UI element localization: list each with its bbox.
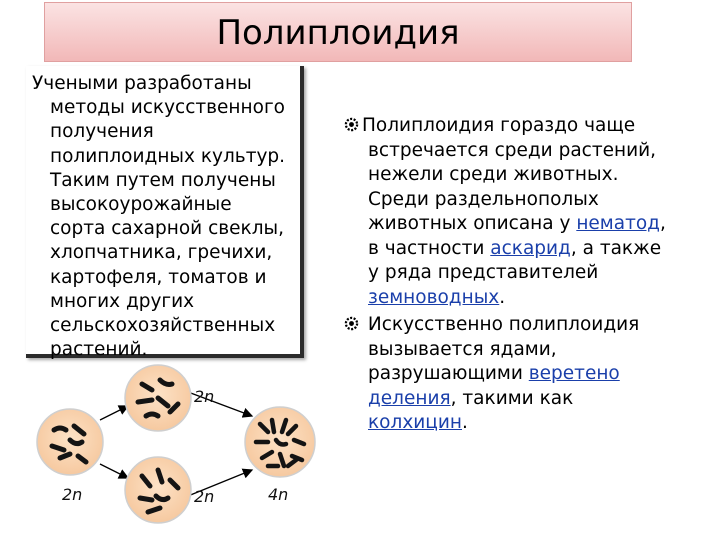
bullet-2-punct-5: . bbox=[462, 412, 468, 433]
left-line: многих других bbox=[50, 290, 195, 312]
title-banner bbox=[44, 2, 632, 62]
label-2n-left: 2n bbox=[62, 485, 83, 504]
gear-bullet-icon bbox=[344, 117, 359, 132]
diagram-svg bbox=[30, 362, 330, 540]
bullet-1-line-8 bbox=[344, 286, 704, 311]
link-spindle[interactable]: веретено bbox=[528, 363, 620, 384]
left-line: хлопчатника, гречихи, bbox=[50, 242, 273, 264]
bullet-1-text-5: животных описана у bbox=[368, 213, 577, 234]
left-line: Учеными разработаны bbox=[32, 73, 252, 94]
left-line: полиплоидных культур. bbox=[50, 145, 286, 167]
link-amphibians[interactable]: земноводных bbox=[368, 286, 500, 308]
bullet-1-text-1: Полиплоидия гораздо чаще bbox=[362, 115, 636, 136]
left-paragraph bbox=[32, 72, 304, 362]
bullet-1-text-2: встречается среди растений, bbox=[368, 139, 657, 161]
bullet-2-line-4 bbox=[344, 387, 704, 412]
gear-bullet-icon bbox=[344, 316, 359, 331]
bullet-1-text-3: нежели среди животных. bbox=[368, 164, 619, 185]
cell-division-diagram bbox=[30, 362, 330, 540]
bullet-2-text-4: , такими как bbox=[450, 387, 574, 409]
left-line: картофеля, томатов и bbox=[50, 266, 267, 288]
bullet-2-text-2: вызывается ядами, bbox=[368, 338, 557, 360]
link-division[interactable]: деления bbox=[368, 387, 451, 409]
arrow-lower-left bbox=[100, 464, 128, 478]
bullet-1-text-4: Среди раздельнополых bbox=[368, 188, 599, 210]
label-2n-top: 2n bbox=[194, 387, 215, 406]
bullet-1-line-1 bbox=[344, 114, 704, 139]
arrow-upper-left bbox=[100, 406, 128, 420]
link-ascarids[interactable]: аскарид bbox=[490, 237, 571, 259]
bullet-1-text-6: в частности bbox=[368, 237, 491, 259]
label-4n-right: 4n bbox=[268, 485, 289, 504]
left-line: методы искусственного bbox=[50, 97, 285, 119]
bullet-2-text-1: Искусственно полиплоидия bbox=[362, 314, 640, 335]
bullet-2-line-1 bbox=[344, 313, 704, 338]
bullet-1-line-6 bbox=[344, 237, 704, 262]
bullet-1-text-6b: , а также bbox=[570, 237, 662, 259]
bullet-1-punct-5: , bbox=[659, 213, 666, 234]
cell-left bbox=[37, 409, 103, 475]
bullet-1-line-5 bbox=[344, 212, 704, 237]
cell-bottom bbox=[125, 457, 191, 523]
left-line: получения bbox=[50, 121, 154, 143]
slide-title: Полиплоидия bbox=[216, 13, 460, 53]
bullet-1-punct-8: . bbox=[499, 286, 506, 308]
link-colchicine[interactable]: колхицин bbox=[368, 412, 462, 433]
right-column bbox=[344, 114, 704, 436]
left-line: растений. bbox=[50, 339, 148, 361]
bullet-2-line-3 bbox=[344, 362, 704, 387]
left-line: высокоурожайные bbox=[50, 194, 232, 216]
link-nematodes[interactable]: нематод bbox=[576, 213, 660, 234]
cell-right bbox=[245, 407, 315, 477]
bullet-2-line-5 bbox=[344, 411, 704, 436]
bullet-1-text-7: у ряда представителей bbox=[368, 262, 599, 283]
left-text-box bbox=[26, 66, 304, 361]
left-line: Таким путем получены bbox=[50, 169, 276, 191]
bullet-2-text-3: разрушающими bbox=[368, 363, 529, 384]
left-line: сельскохозяйственных bbox=[50, 315, 276, 337]
cell-top bbox=[125, 365, 191, 431]
bullet-1 bbox=[344, 114, 704, 310]
left-line: сорта сахарной свеклы, bbox=[50, 218, 285, 240]
bullet-2 bbox=[344, 313, 704, 436]
label-2n-bottom: 2n bbox=[194, 487, 215, 506]
